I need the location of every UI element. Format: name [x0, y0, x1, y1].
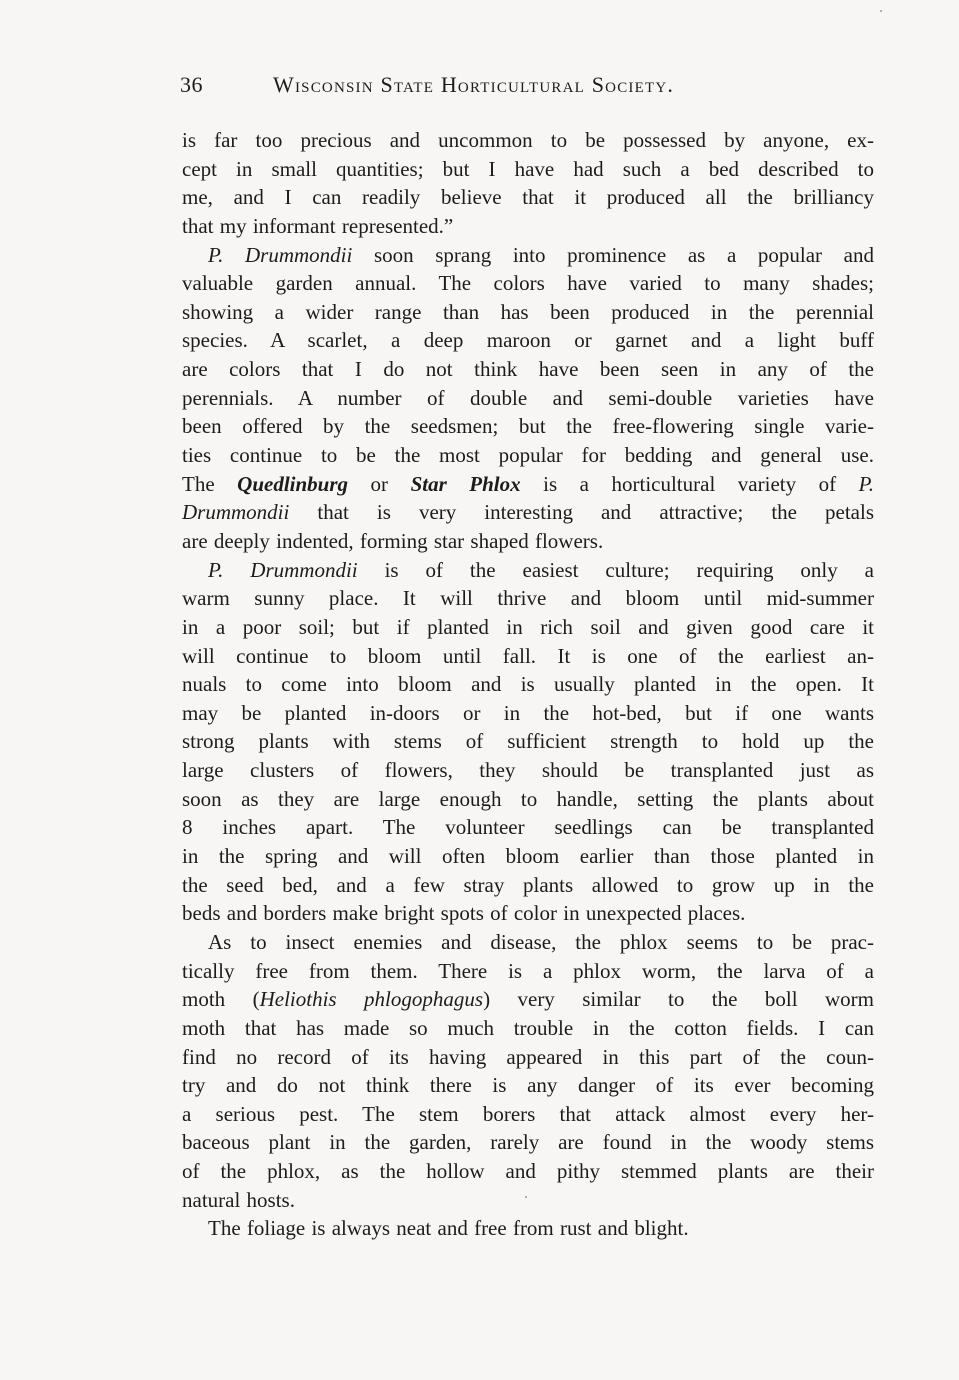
- species-name: P. Drummondii: [208, 242, 353, 267]
- text-line: perennials. A number of double and semi-double varieties have: [182, 385, 874, 410]
- species-name: Heliothis phlogophagus: [259, 987, 484, 1012]
- text-line-mixed: moth (Heliothis phlogophagus) very similar to the boll worm: [182, 987, 874, 1012]
- text-line: The foliage is always neat and free from rust and blight.: [208, 1216, 689, 1241]
- text-line: moth that has made so much trouble in the cotton fields. I can: [182, 1015, 874, 1040]
- text-line: find no record of its having appeared in this part of the coun-: [182, 1044, 874, 1069]
- text-line: will continue to bloom until fall. It is one of the earliest an-: [182, 643, 874, 668]
- text-line: me, and I can readily believe that it produced all the brilliancy: [182, 185, 874, 210]
- text-line: beds and borders make bright spots of color in unexpected places.: [182, 901, 746, 926]
- text-line: species. A scarlet, a deep maroon or garnet and a light buff: [182, 328, 874, 353]
- species-name: P. Drummondii: [208, 557, 358, 582]
- text-line: are deeply indented, forming star shaped flowers.: [182, 528, 604, 553]
- text-line: tically free from them. There is a phlox worm, the larva of a: [182, 958, 874, 983]
- scan-speck: [880, 10, 882, 12]
- text-line: natural hosts.: [182, 1187, 295, 1212]
- text-line: in the spring and will often bloom earlier than those planted in: [182, 844, 874, 869]
- text-line: nuals to come into bloom and is usually planted in the open. It: [182, 672, 874, 697]
- text-line: ties continue to be the most popular for bedding and general use.: [182, 443, 874, 468]
- text-line: of the phlox, as the hollow and pithy stemmed plants are their: [182, 1159, 874, 1184]
- text-line: soon as they are large enough to handle, setting the plants about: [182, 786, 874, 811]
- text-line: that my informant represented.”: [182, 213, 454, 238]
- text-line: large clusters of flowers, they should be transplanted just as: [182, 758, 874, 783]
- variety-name: Quedlinburg: [237, 471, 349, 496]
- scan-speck: [525, 1196, 527, 1198]
- document-page: [180, 72, 880, 1241]
- text-line-mixed: Drummondii that is very interesting and attractive; the petals: [182, 500, 874, 525]
- genus-abbrev: P.: [858, 471, 874, 496]
- species-epithet: Drummondii: [182, 500, 290, 525]
- text-line: valuable garden annual. The colors have varied to many shades;: [182, 271, 874, 296]
- text-line: a serious pest. The stem borers that attack almost every her-: [182, 1101, 874, 1126]
- text-line: cept in small quantities; but I have had such a bed described to: [182, 156, 874, 181]
- variety-name: Star Phlox: [410, 471, 521, 496]
- text-line: showing a wider range than has been produced in the perennial: [182, 299, 874, 324]
- text-line: As to insect enemies and disease, the phlox seems to be prac-: [208, 929, 874, 954]
- text-line: the seed bed, and a few stray plants allowed to grow up in the: [182, 872, 874, 897]
- page-header: [180, 72, 880, 106]
- text-line: are colors that I do not think have been seen in any of the: [182, 357, 874, 382]
- text-line: been offered by the seedsmen; but the free-flowering single varie-: [182, 414, 874, 439]
- text-line: is far too precious and uncommon to be possessed by anyone, ex-: [182, 128, 874, 152]
- text-line: baceous plant in the garden, rarely are found in the woody stems: [182, 1130, 874, 1155]
- text-line-italic-lead: [182, 241, 874, 270]
- text-line-mixed: The Quedlinburg or Star Phlox is a horticultural variety of P.: [182, 471, 874, 496]
- text-line-rest: soon sprang into prominence as a popular and: [352, 242, 874, 267]
- text-line: strong plants with stems of sufficient strength to hold up the: [182, 729, 874, 754]
- text-line: 8 inches apart. The volunteer seedlings can be transplanted: [182, 815, 874, 840]
- text-line: try and do not think there is any danger of its ever becoming: [182, 1073, 874, 1098]
- page-number: 36: [180, 72, 203, 97]
- text-line-mixed: P. Drummondii is of the easiest culture; requiring only a: [208, 557, 874, 582]
- text-line: warm sunny place. It will thrive and bloom until mid-summer: [182, 586, 874, 611]
- text-line: in a poor soil; but if planted in rich soil and given good care it: [182, 614, 874, 639]
- body-text: [182, 126, 874, 1243]
- text-line: may be planted in-doors or in the hot-bed, but if one wants: [182, 700, 874, 725]
- running-head: Wisconsin State Horticultural Society.: [273, 72, 675, 97]
